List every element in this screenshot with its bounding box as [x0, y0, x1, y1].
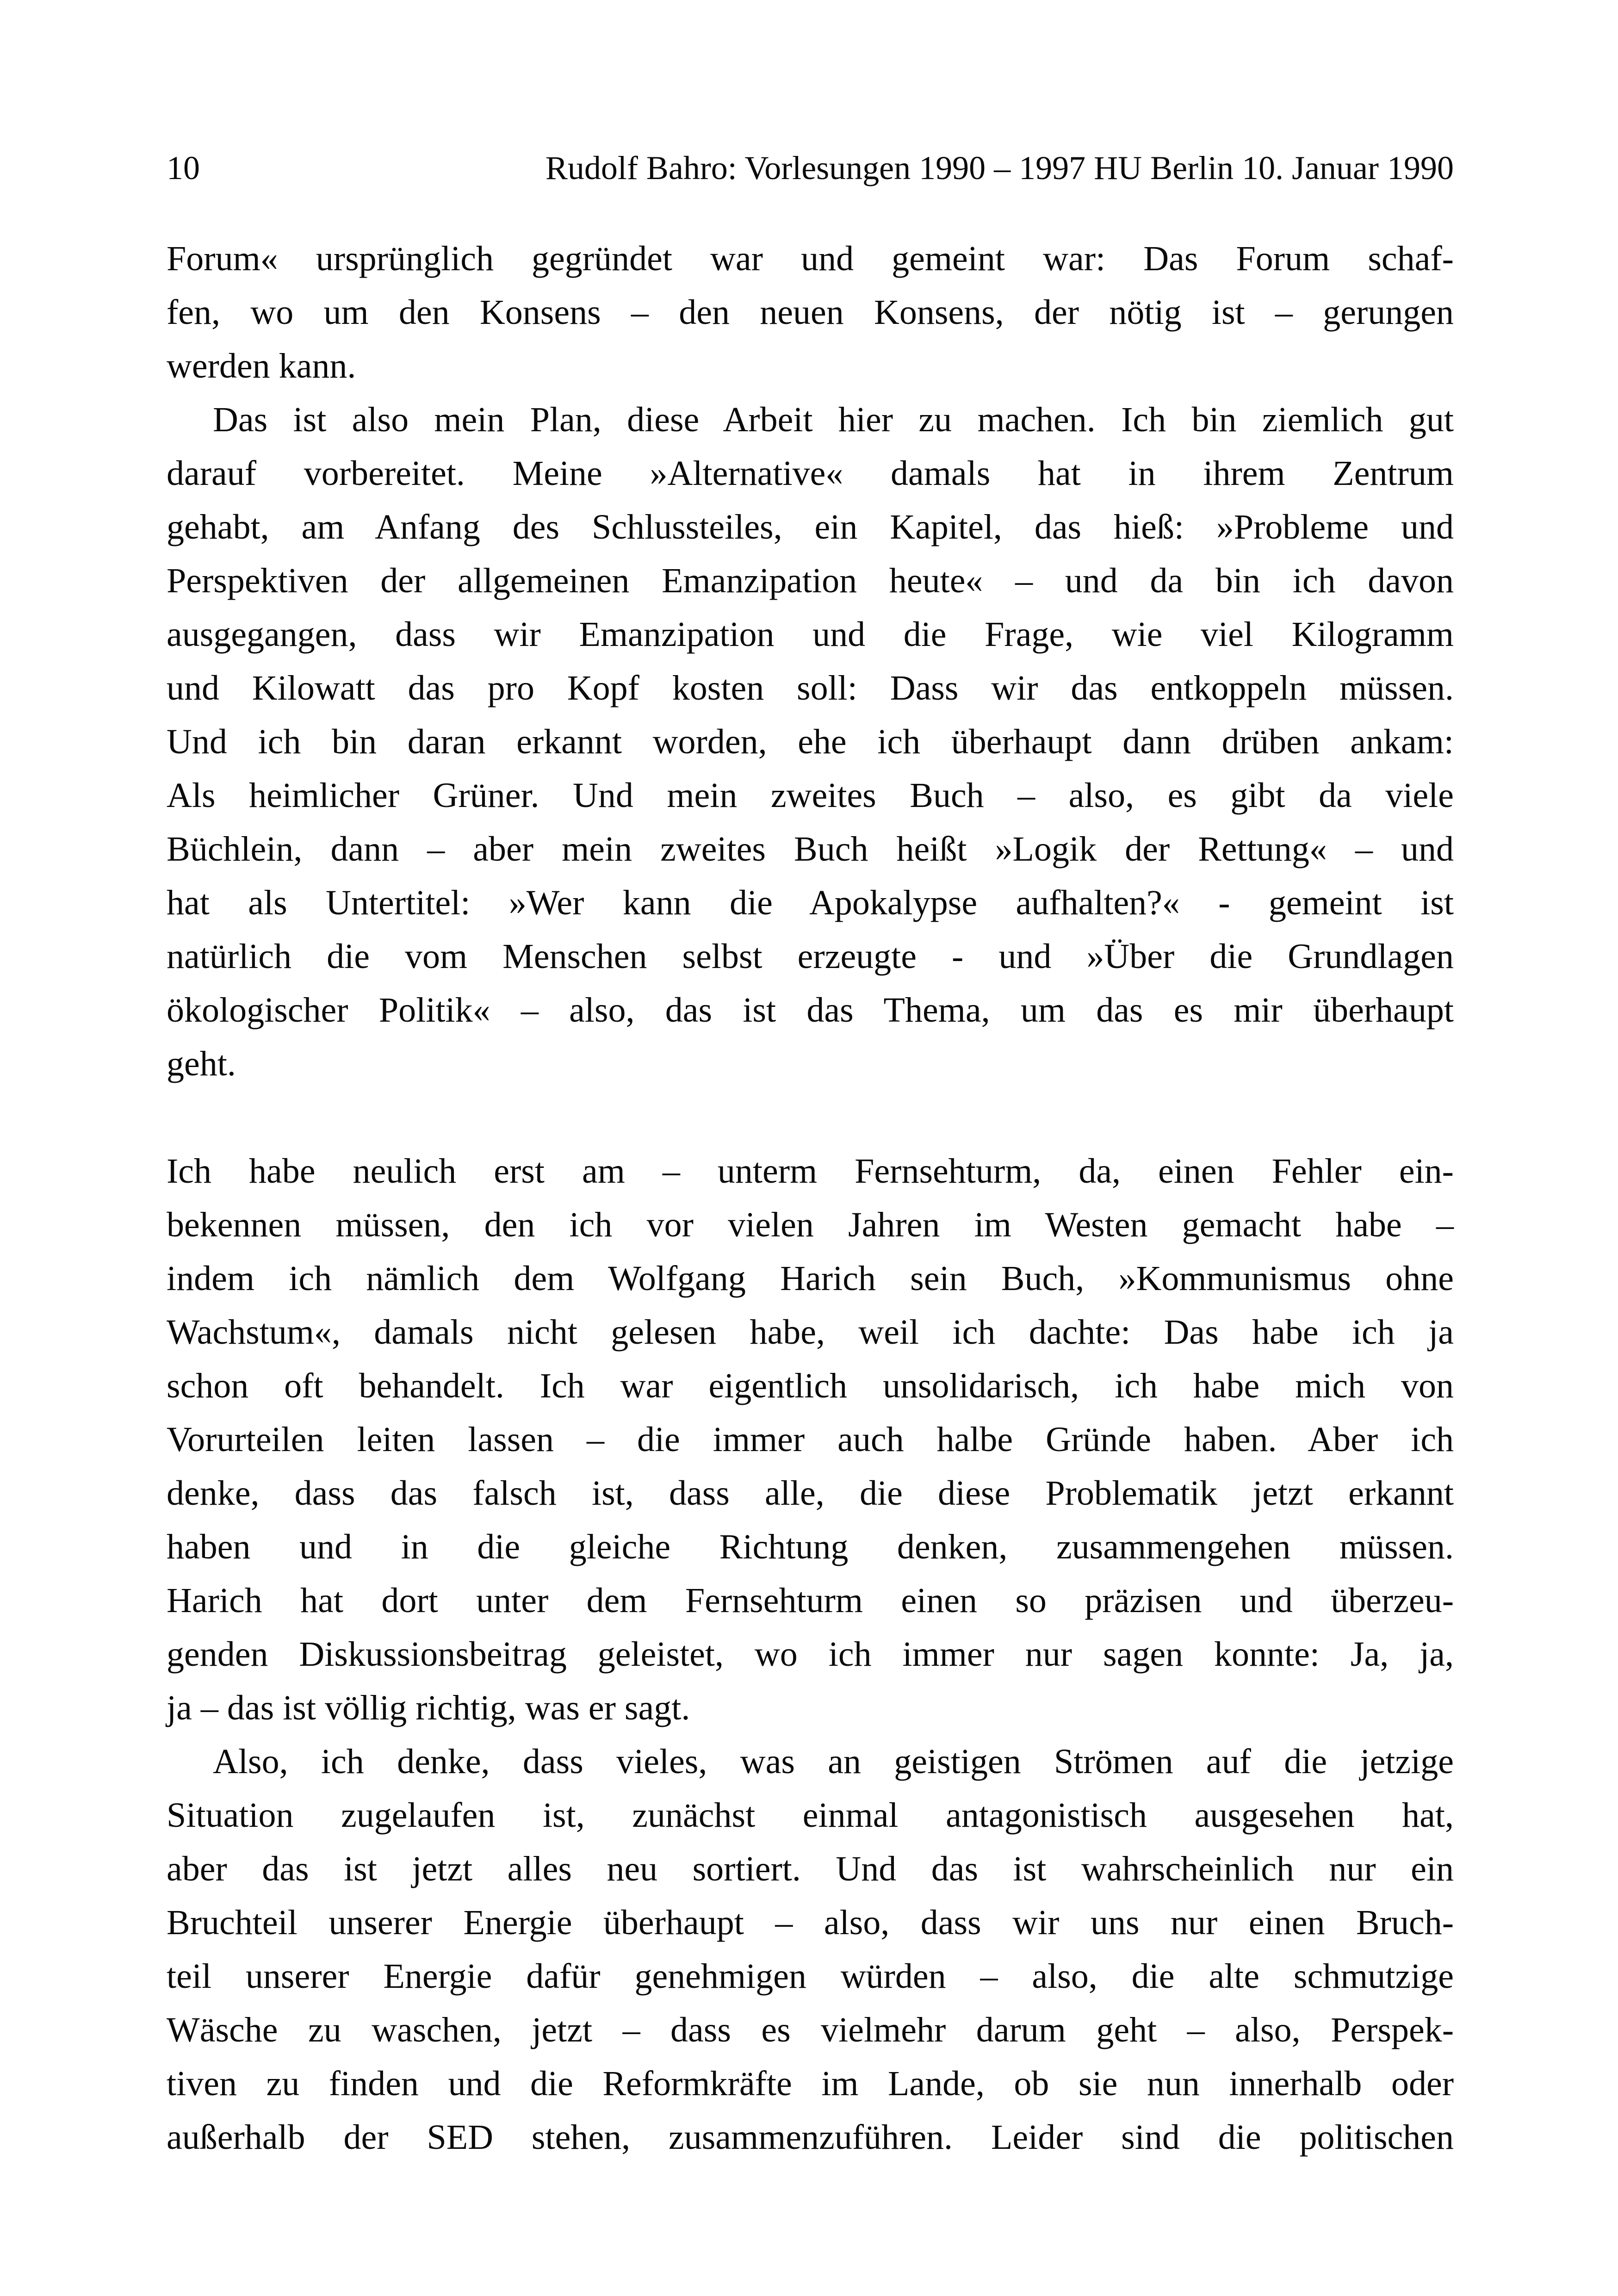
text-line: und Kilowatt das pro Kopf kosten soll: Dass wir das entkoppeln müssen.: [167, 669, 1454, 707]
text-line: Bruchteil unserer Energie überhaupt – also, dass wir uns nur einen Bruch-: [167, 1903, 1454, 1942]
text-line: Situation zugelaufen ist, zunächst einmal antagonistisch ausgesehen hat,: [167, 1796, 1454, 1835]
text-line: schon oft behandelt. Ich war eigentlich unsolidarisch, ich habe mich von: [167, 1366, 1454, 1405]
text-line: ja – das ist völlig richtig, was er sagt.: [167, 1688, 690, 1727]
text-line: Und ich bin daran erkannt worden, ehe ich überhaupt dann drüben ankam:: [167, 722, 1454, 761]
text-line: indem ich nämlich dem Wolfgang Harich sein Buch, »Kommunismus ohne: [167, 1259, 1454, 1298]
page-header: [167, 147, 1454, 189]
text-line: Das ist also mein Plan, diese Arbeit hier zu machen. Ich bin ziemlich gut: [213, 400, 1454, 439]
text-line: haben und in die gleiche Richtung denken, zusammengehen müssen.: [167, 1527, 1454, 1566]
text-line: Perspektiven der allgemeinen Emanzipation heute« – und da bin ich davon: [167, 561, 1454, 600]
text-line: werden kann.: [167, 347, 356, 385]
text-line: natürlich die vom Menschen selbst erzeugte - und »Über die Grundlagen: [167, 937, 1454, 976]
paragraph-3: [167, 1144, 1454, 1735]
text-line: geht.: [167, 1044, 236, 1083]
text-line: ausgegangen, dass wir Emanzipation und die Frage, wie viel Kilogramm: [167, 615, 1454, 654]
text-line: teil unserer Energie dafür genehmigen würden – also, die alte schmutzige: [167, 1957, 1454, 1996]
text-line: außerhalb der SED stehen, zusammenzuführen. Leider sind die politischen: [167, 2118, 1454, 2157]
running-title: Rudolf Bahro: Vorlesungen 1990 – 1997 HU Berlin 10. Januar 1990: [545, 149, 1454, 186]
text-line: Vorurteilen leiten lassen – die immer auch halbe Gründe haben. Aber ich: [167, 1420, 1454, 1459]
text-line: aber das ist jetzt alles neu sortiert. Und das ist wahrscheinlich nur ein: [167, 1849, 1454, 1888]
text-line: gehabt, am Anfang des Schlussteiles, ein Kapitel, das hieß: »Probleme und: [167, 508, 1454, 546]
text-line: Forum« ursprünglich gegründet war und gemeint war: Das Forum schaf-: [167, 239, 1454, 278]
text-line: darauf vorbereitet. Meine »Alternative« damals hat in ihrem Zentrum: [167, 454, 1454, 493]
text-line: Als heimlicher Grüner. Und mein zweites Buch – also, es gibt da viele: [167, 776, 1454, 815]
text-line: ökologischer Politik« – also, das ist das Thema, um das es mir überhaupt: [167, 991, 1454, 1030]
text-line: Wachstum«, damals nicht gelesen habe, weil ich dachte: Das habe ich ja: [167, 1313, 1454, 1352]
text-block: [167, 232, 1454, 2164]
text-line: Harich hat dort unter dem Fernsehturm einen so präzisen und überzeu-: [167, 1581, 1454, 1620]
text-line: Ich habe neulich erst am – unterm Fernsehturm, da, einen Fehler ein-: [167, 1152, 1454, 1191]
paragraph-4: [167, 1735, 1454, 2164]
page-number: 10: [167, 149, 200, 186]
paragraph-2: [167, 393, 1454, 1091]
text-line: fen, wo um den Konsens – den neuen Konsens, der nötig ist – gerungen: [167, 293, 1454, 332]
text-line: genden Diskussionsbeitrag geleistet, wo ich immer nur sagen konnte: Ja, ja,: [167, 1635, 1454, 1674]
paragraph-1: [167, 232, 1454, 393]
text-line: denke, dass das falsch ist, dass alle, die diese Problematik jetzt erkannt: [167, 1474, 1454, 1513]
text-line: bekennen müssen, den ich vor vielen Jahren im Westen gemacht habe –: [167, 1205, 1454, 1244]
text-line: hat als Untertitel: »Wer kann die Apokalypse aufhalten?« - gemeint ist: [167, 883, 1454, 922]
text-line: Wäsche zu waschen, jetzt – dass es vielmehr darum geht – also, Perspek-: [167, 2011, 1454, 2049]
text-line: Also, ich denke, dass vieles, was an geistigen Strömen auf die jetzige: [213, 1742, 1454, 1781]
text-line: Büchlein, dann – aber mein zweites Buch heißt »Logik der Rettung« – und: [167, 830, 1454, 869]
text-line: tiven zu finden und die Reformkräfte im Lande, ob sie nun innerhalb oder: [167, 2064, 1454, 2103]
